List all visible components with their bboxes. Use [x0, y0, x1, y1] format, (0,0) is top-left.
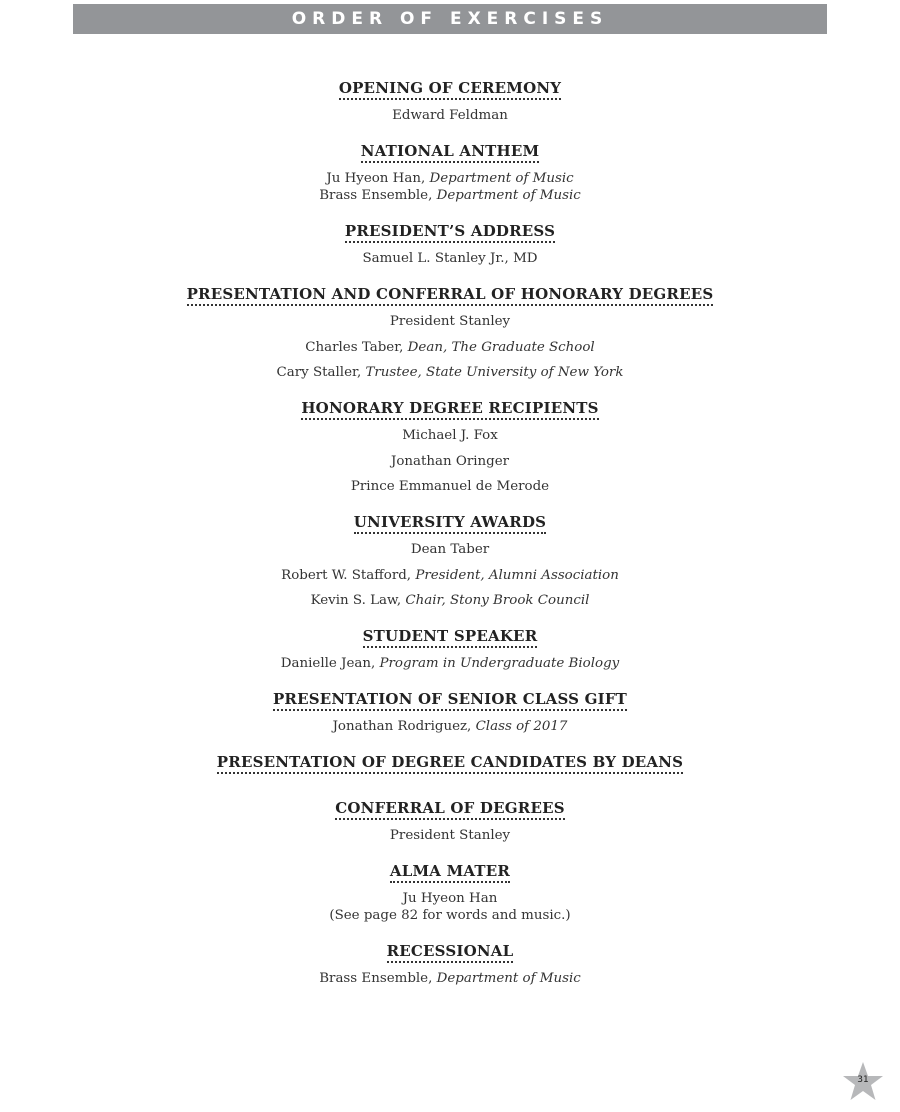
participant-name: Prince Emmanuel de Merode: [350, 479, 550, 494]
participant-line: [0, 107, 900, 124]
section-recessional: [0, 941, 900, 987]
participant-line: [0, 718, 900, 735]
section-alma-mater: [0, 861, 900, 924]
participant-role: Chair, Stony Brook Council: [405, 593, 590, 608]
page-number: 31: [857, 1075, 869, 1085]
participant-name: Dean Taber: [410, 542, 490, 557]
section-senior-class-gift: [0, 689, 900, 735]
participant-role: Class of 2017: [475, 719, 568, 734]
participant-line: [0, 970, 900, 987]
section-honorary-degree-recipients: [0, 398, 900, 495]
participant-name: Robert W. Stafford,: [281, 567, 416, 583]
participant-name: Kevin S. Law,: [310, 593, 406, 608]
participant-note: (See page 82 for words and music.): [329, 908, 571, 923]
participant-line: [0, 313, 900, 330]
participant-line: [0, 907, 900, 924]
section-heading: OPENING OF CEREMONY: [339, 79, 561, 100]
section-honorary-degrees-conferral: [0, 284, 900, 381]
participant-name: Charles Taber,: [305, 339, 408, 355]
participant-name: President Stanley: [389, 314, 511, 329]
page-title: ORDER OF EXERCISES: [291, 9, 609, 29]
participant-line: [0, 170, 900, 187]
section-heading: UNIVERSITY AWARDS: [354, 513, 546, 534]
section-university-awards: [0, 512, 900, 609]
header-bar: [73, 4, 827, 34]
section-heading: PRESIDENT’S ADDRESS: [345, 222, 555, 243]
participant-role: Program in Undergraduate Biology: [379, 656, 620, 671]
participant-line: [0, 339, 900, 356]
section-degree-candidates-by-deans: [0, 752, 900, 781]
section-national-anthem: [0, 141, 900, 204]
participant-line: [0, 250, 900, 267]
section-conferral-of-degrees: [0, 798, 900, 844]
participant-name: Cary Staller,: [276, 365, 366, 380]
participant-line: [0, 478, 900, 495]
order-of-exercises-list: [0, 78, 900, 1004]
participant-name: Samuel L. Stanley Jr., MD: [362, 251, 538, 266]
section-student-speaker: [0, 626, 900, 672]
participant-line: [0, 427, 900, 444]
section-heading: HONORARY DEGREE RECIPIENTS: [301, 399, 598, 420]
section-heading: PRESENTATION OF DEGREE CANDIDATES BY DEANS: [217, 753, 683, 774]
participant-name: Brass Ensemble,: [319, 188, 437, 203]
participant-line: [0, 827, 900, 844]
section-presidents-address: [0, 221, 900, 267]
participant-name: Ju Hyeon Han: [402, 891, 498, 906]
section-heading: CONFERRAL OF DEGREES: [335, 799, 565, 820]
participant-role: Trustee, State University of New York: [365, 365, 624, 380]
section-heading: PRESENTATION OF SENIOR CLASS GIFT: [273, 690, 627, 711]
participant-line: [0, 364, 900, 381]
participant-line: [0, 187, 900, 204]
participant-role: Department of Music: [436, 971, 581, 986]
participant-line: [0, 655, 900, 672]
participant-role: Dean, The Graduate School: [407, 339, 595, 355]
participant-line: [0, 567, 900, 584]
participant-role: President, Alumni Association: [415, 567, 619, 583]
participant-line: [0, 453, 900, 470]
participant-name: Ju Hyeon Han,: [326, 171, 430, 186]
participant-name: President Stanley: [389, 828, 511, 843]
participant-line: [0, 890, 900, 907]
section-heading: STUDENT SPEAKER: [363, 627, 538, 648]
participant-name: Edward Feldman: [392, 108, 508, 123]
section-heading: PRESENTATION AND CONFERRAL OF HONORARY DEGREES: [187, 285, 714, 306]
section-heading: NATIONAL ANTHEM: [361, 142, 540, 163]
participant-name: Michael J. Fox: [402, 428, 498, 443]
participant-name: Brass Ensemble,: [319, 971, 437, 986]
section-heading: RECESSIONAL: [387, 942, 514, 963]
section-opening-of-ceremony: [0, 78, 900, 124]
participant-role: Department of Music: [436, 188, 581, 203]
participant-name: Jonathan Rodriguez,: [332, 719, 476, 734]
participant-name: Jonathan Oringer: [390, 453, 510, 469]
participant-line: [0, 592, 900, 609]
section-heading: ALMA MATER: [390, 862, 510, 883]
participant-name: Danielle Jean,: [280, 656, 380, 671]
participant-line: [0, 541, 900, 558]
participant-role: Department of Music: [429, 171, 574, 186]
